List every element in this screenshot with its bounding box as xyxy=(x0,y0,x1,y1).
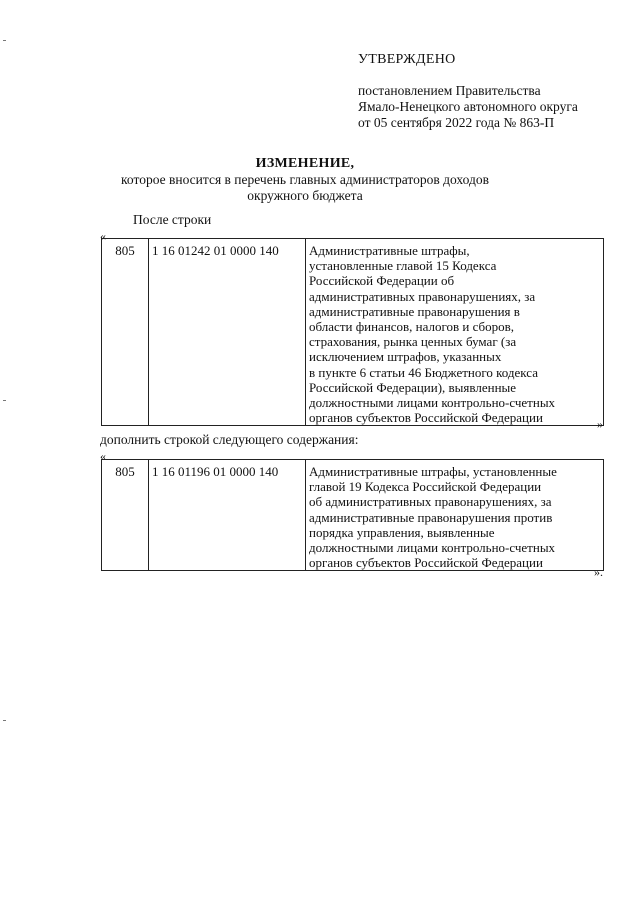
description-line: в пункте 6 статьи 46 Бюджетного кодекса xyxy=(309,364,538,380)
quote-close-final: ». xyxy=(594,565,603,579)
margin-mark xyxy=(3,720,6,721)
quote-close: » xyxy=(597,417,603,431)
intro-text: После строки xyxy=(133,212,212,227)
margin-mark xyxy=(3,400,6,401)
table-row xyxy=(102,460,604,571)
existing-row-table xyxy=(101,238,604,426)
description-line: исключением штрафов, указанных xyxy=(309,349,502,365)
description-line: главой 19 Кодекса Российской Федерации xyxy=(309,479,542,495)
title-main: ИЗМЕНЕНИЕ, xyxy=(255,156,355,171)
title-subtitle: окружного бюджета xyxy=(247,188,363,203)
description-line: страхования, рынка ценных бумаг (за xyxy=(309,334,517,350)
description-line: должностными лицами контрольно-счетных xyxy=(309,395,556,411)
description-line: установленные главой 15 Кодекса xyxy=(309,258,497,274)
description-line: порядка управления, выявленные xyxy=(309,524,495,540)
approval-block xyxy=(358,52,628,131)
description-line: Российской Федерации), выявленные xyxy=(309,379,517,395)
table-row xyxy=(102,239,604,426)
kbk-cell: 1 16 01242 01 0000 140 xyxy=(149,239,306,426)
description-line: административные правонарушения в xyxy=(309,303,520,319)
quote-open: « xyxy=(100,229,106,243)
quote-open: « xyxy=(100,449,106,463)
title-subtitle: которое вносится в перечень главных администраторов доходов xyxy=(121,172,489,187)
description-line: должностными лицами контрольно-счетных xyxy=(309,540,556,556)
description-line: Российской Федерации об xyxy=(309,273,455,289)
margin-mark xyxy=(3,40,6,41)
kbk-cell: 1 16 01196 01 0000 140 xyxy=(149,460,306,571)
new-row-table xyxy=(101,459,604,571)
description-line: органов субъектов Российской Федерации xyxy=(309,410,543,426)
approval-line: постановлением Правительства xyxy=(358,83,541,98)
approval-line: от 05 сентября 2022 года № 863-П xyxy=(358,115,555,130)
description-line: области финансов, налогов и сборов, xyxy=(309,319,515,335)
approval-heading: УТВЕРЖДЕНО xyxy=(358,52,456,67)
document-title xyxy=(100,156,510,204)
description-line: административные правонарушения против xyxy=(309,509,553,525)
description-line: Административные штрафы, установленные xyxy=(309,464,557,479)
admin-code-cell: 805 xyxy=(102,460,149,571)
approval-line: Ямало-Ненецкого автономного округа xyxy=(358,99,578,114)
description-cell xyxy=(306,460,604,571)
admin-code-cell: 805 xyxy=(102,239,149,426)
description-line: Административные штрафы, xyxy=(309,243,470,258)
description-line: административных правонарушениях, за xyxy=(309,288,536,304)
description-line: об административных правонарушениях, за xyxy=(309,494,552,510)
description-line: органов субъектов Российской Федерации xyxy=(309,555,543,571)
addition-text: дополнить строкой следующего содержания: xyxy=(100,432,359,447)
description-cell xyxy=(306,239,604,426)
